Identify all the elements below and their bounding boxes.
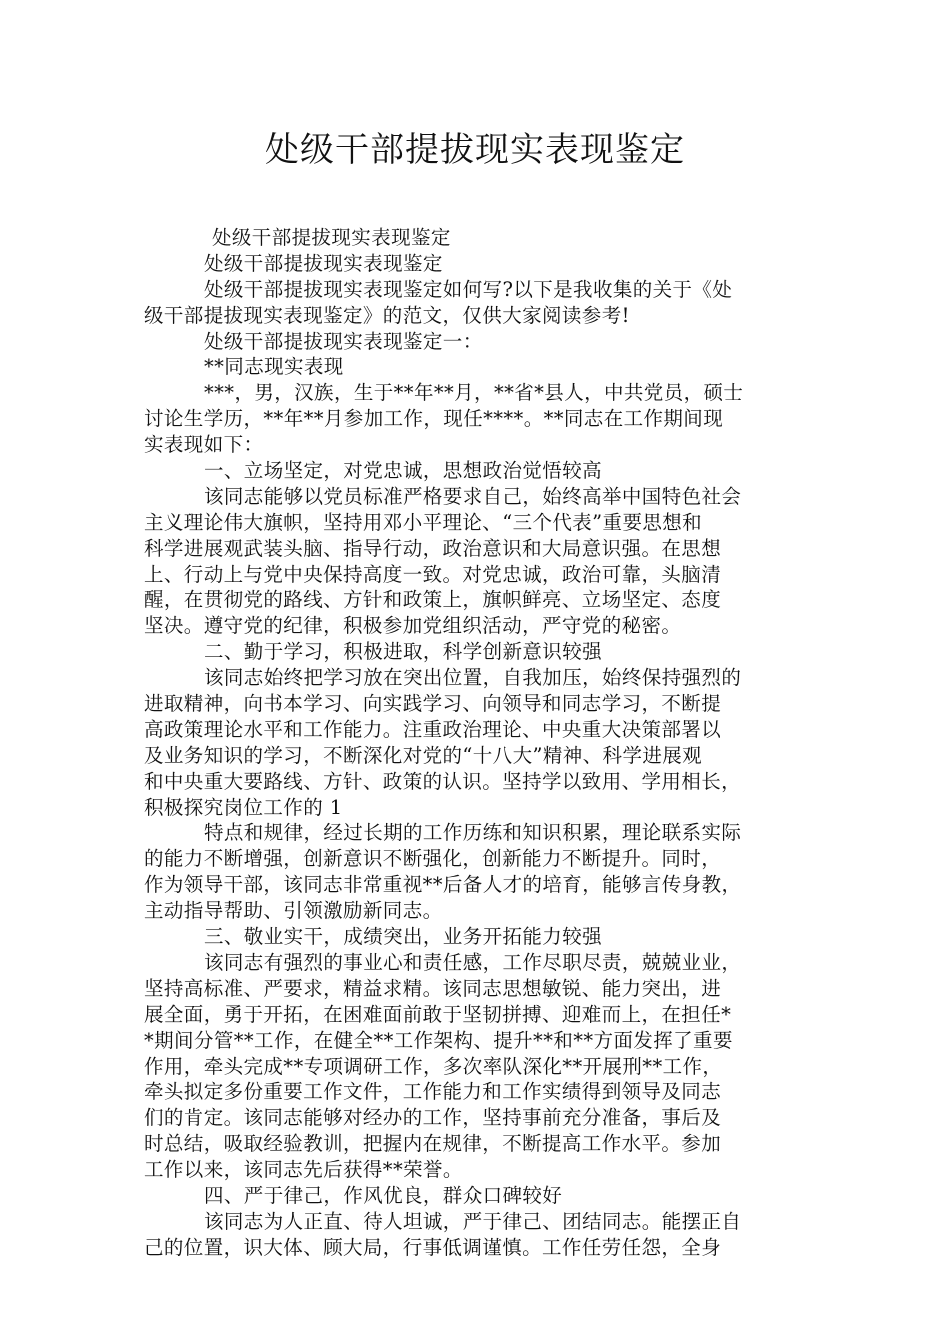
text-line: 和中央重大要路线、方针、政策的认识。坚持学以致用、学用相长， bbox=[144, 769, 742, 793]
text-line: 时总结，吸取经验教训，把握内在规律，不断提高工作水平。参加 bbox=[144, 1132, 722, 1156]
text-line: 己的位置，识大体、顾大局，行事低调谨慎。工作任劳任怨，全身 bbox=[144, 1235, 722, 1259]
text-line: 进取精神，向书本学习、向实践学习、向领导和同志学习，不断提 bbox=[144, 692, 722, 716]
text-line: 四、严于律己，作风优良，群众口碑较好 bbox=[204, 1183, 563, 1207]
text-line: 处级干部提拔现实表现鉴定如何写?以下是我收集的关于《处 bbox=[204, 277, 733, 301]
text-line: 积极探究岗位工作的 1 bbox=[144, 795, 343, 819]
text-line: 作为领导干部，该同志非常重视**后备人才的培育，能够言传身教， bbox=[144, 873, 742, 897]
text-line: 讨论生学历，**年**月参加工作，现任****。**同志在工作期间现 bbox=[144, 407, 724, 431]
document-body bbox=[144, 225, 824, 1261]
text-line: 的能力不断增强，创新意识不断强化，创新能力不断提升。同时， bbox=[144, 847, 722, 871]
text-line: 二、勤于学习，积极进取，科学创新意识较强 bbox=[204, 640, 603, 664]
text-line: 实表现如下： bbox=[144, 433, 264, 457]
text-line: 醒，在贯彻党的路线、方针和政策上，旗帜鲜亮、立场坚定、态度 bbox=[144, 588, 722, 612]
document-title: 处级干部提拔现实表现鉴定 bbox=[265, 130, 685, 170]
text-line: 特点和规律，经过长期的工作历练和知识积累，理论联系实际 bbox=[204, 821, 742, 845]
text-line: 该同志始终把学习放在突出位置，自我加压，始终保持强烈的 bbox=[204, 666, 742, 690]
text-line: 牵头拟定多份重要工作文件，工作能力和工作实绩得到领导及同志 bbox=[144, 1080, 722, 1104]
text-line: 坚决。遵守党的纪律，积极参加党组织活动，严守党的秘密。 bbox=[144, 614, 682, 638]
text-line: 该同志为人正直、待人坦诚，严于律己、团结同志。能摆正自 bbox=[204, 1209, 742, 1233]
text-line: 该同志能够以党员标准严格要求自己，始终高举中国特色社会 bbox=[204, 484, 742, 508]
text-line: 坚持高标准、严要求，精益求精。该同志思想敏锐、能力突出，进 bbox=[144, 976, 722, 1000]
text-line: 高政策理论水平和工作能力。注重政治理论、中央重大决策部署以 bbox=[144, 717, 722, 741]
text-line: 主动指导帮助、引领激励新同志。 bbox=[144, 899, 443, 923]
text-line: 展全面，勇于开拓，在困难面前敢于坚韧拼搏、迎难而上，在担任* bbox=[144, 1002, 732, 1026]
text-line: 们的肯定。该同志能够对经办的工作，坚持事前充分准备，事后及 bbox=[144, 1106, 722, 1130]
text-line: 处级干部提拔现实表现鉴定 bbox=[204, 251, 443, 275]
text-line: 级干部提拔现实表现鉴定》的范文，仅供大家阅读参考! bbox=[144, 303, 630, 327]
text-line: 该同志有强烈的事业心和责任感，工作尽职尽责，兢兢业业， bbox=[204, 950, 742, 974]
text-line: ***，男，汉族，生于**年**月，**省*县人，中共党员，硕士 bbox=[204, 381, 744, 405]
text-line: 工作以来，该同志先后获得**荣誉。 bbox=[144, 1158, 463, 1182]
text-line: 作用，牵头完成**专项调研工作，多次率队深化**开展刑**工作， bbox=[144, 1054, 723, 1078]
text-line: 科学进展观武装头脑、指导行动，政治意识和大局意识强。在思想 bbox=[144, 536, 722, 560]
text-line: 三、敬业实干，成绩突出，业务开拓能力较强 bbox=[204, 925, 603, 949]
text-line: 上、行动上与党中央保持高度一致。对党忠诚，政治可靠，头脑清 bbox=[144, 562, 722, 586]
text-line: *期间分管**工作，在健全**工作架构、提升**和**方面发挥了重要 bbox=[144, 1028, 733, 1052]
text-line: 及业务知识的学习，不断深化对党的“十八大”精神、科学进展观 bbox=[144, 743, 703, 767]
text-line: 处级干部提拔现实表现鉴定一： bbox=[204, 329, 483, 353]
text-line: **同志现实表现 bbox=[204, 355, 344, 379]
text-line: 主义理论伟大旗帜，坚持用邓小平理论、“三个代表”重要思想和 bbox=[144, 510, 703, 534]
text-line: 处级干部提拔现实表现鉴定 bbox=[212, 226, 451, 249]
text-line: 一、立场坚定，对党忠诚，思想政治觉悟较高 bbox=[204, 459, 603, 483]
